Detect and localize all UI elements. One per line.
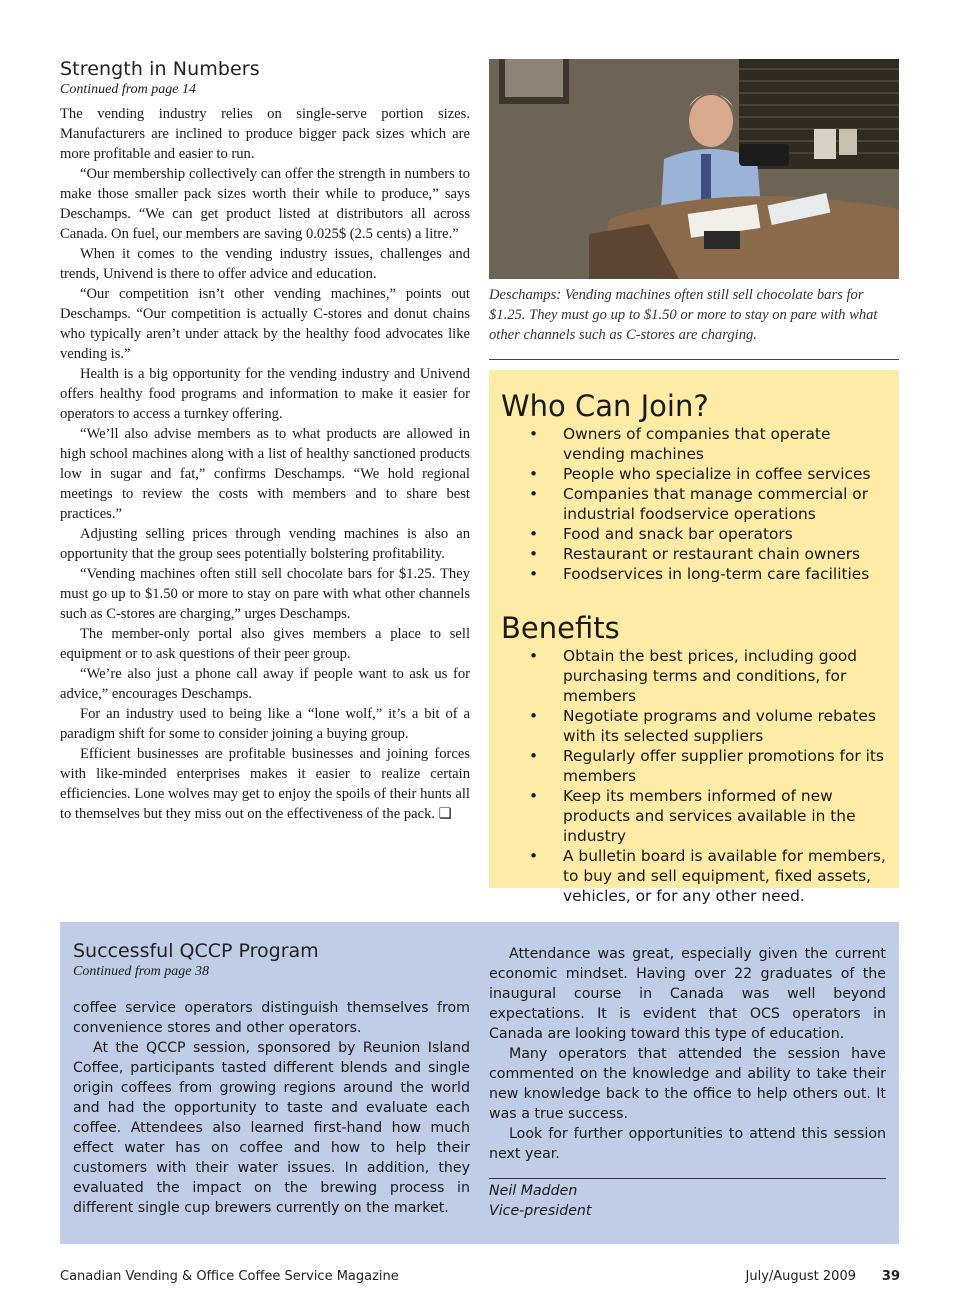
qccp-paragraph: Attendance was great, especially given the current economic mindset. Having over 22 graduates of the inaugural course in Canada was well beyond expectations. It is evident that OCS operators in Canada are looking toward this type of education. [489, 946, 886, 1042]
issue-date: July/August 2009 [745, 1269, 856, 1284]
bullet-icon: • [529, 647, 539, 665]
office-photo-illustration [489, 59, 899, 279]
continued-note: Continued from page 38 [73, 964, 209, 979]
qccp-paragraph: Many operators that attended the session have commented on the knowledge and ability to take their new knowledge back to the office to help others out. It was a true success. [489, 1046, 886, 1122]
article-paragraph: Efficient businesses are profitable businesses and joining forces with like-minded enterprises makes it easier to realize certain efficiencies. Lone wolves may get to enjoy the spoils of their hunts all to themselves but they miss out on the effectiveness of the pack. ❏ [60, 746, 470, 822]
article-paragraph: For an industry used to being like a “lone wolf,” it’s a bit of a paradigm shift for some to consider joining a buying group. [60, 706, 470, 742]
article-paragraph: Adjusting selling prices through vending machines is also an opportunity that the group sees potentially bolstering profitability. [60, 526, 470, 562]
bullet-icon: • [529, 565, 539, 583]
benefits-list [501, 646, 887, 906]
qccp-headline: Successful QCCP Program [73, 940, 319, 962]
who-can-join-box [489, 370, 899, 905]
list-item: • Obtain the best prices, including good purchasing terms and conditions, for members [529, 647, 858, 705]
bullet-icon: • [529, 847, 539, 865]
publication-name: Canadian Vending & Office Coffee Service Magazine [60, 1269, 399, 1284]
list-item: • A bulletin board is available for members, to buy and sell equipment, fixed assets, vehicles, or for any other need. [529, 847, 886, 905]
article-paragraph: “Vending machines often still sell chocolate bars for $1.25. They must go up to $1.50 or more to stay on pare with what other channels such as C-stores are charging,” urges Deschamps. [60, 566, 470, 622]
photo-caption: Deschamps: Vending machines often still sell chocolate bars for $1.25. They must go up to $1.50 or more to stay on pare with what other channels such as C-stores are charging. [489, 287, 878, 343]
article-paragraph: Health is a big opportunity for the vending industry and Univend offers healthy food programs and information to make it easier for operators to access a turnkey offering. [60, 366, 470, 422]
signature-name: Neil Madden [489, 1183, 578, 1199]
qccp-paragraph: coffee service operators distinguish themselves from convenience stores and other operators. [73, 1000, 470, 1036]
article-paragraph: “We’re also just a phone call away if people want to ask us for advice,” encourages Deschamps. [60, 666, 470, 702]
qccp-paragraph: At the QCCP session, sponsored by Reunion Island Coffee, participants tasted different blends and single origin coffees from growing regions around the world and had the opportunity to taste and evaluate each coffee. Attendees also learned first-hand how much effect water has on coffee and how to help their customers with their water issues. In addition, they evaluated the impact on the brewing process in different single cup brewers currently on the market. [73, 1040, 470, 1216]
bullet-icon: • [529, 747, 539, 765]
bullet-icon: • [529, 787, 539, 805]
list-item: • Owners of companies that operate vending machines [529, 425, 831, 463]
article-paragraph: The member-only portal also gives members a place to sell equipment or to ask questions of their peer group. [60, 626, 470, 662]
who-can-join-title: Who Can Join? [501, 389, 709, 423]
qccp-paragraph: Look for further opportunities to attend this session next year. [489, 1126, 886, 1162]
office-photo [489, 59, 899, 279]
list-item: • Food and snack bar operators [529, 525, 793, 543]
list-item: • Companies that manage commercial or industrial foodservice operations [529, 485, 869, 523]
qccp-article-box [60, 922, 899, 1244]
list-item: • Foodservices in long-term care facilities [529, 565, 870, 583]
bullet-icon: • [529, 545, 539, 563]
list-item: • Negotiate programs and volume rebates with its selected suppliers [529, 707, 876, 745]
article-headline: Strength in Numbers [60, 58, 260, 80]
strength-article [60, 58, 470, 824]
signature-title: Vice-president [489, 1203, 592, 1219]
list-item: • Restaurant or restaurant chain owners [529, 545, 861, 563]
article-paragraph: The vending industry relies on single-serve portion sizes. Manufacturers are inclined to produce bigger pack sizes which are more profitable and easier to run. [60, 106, 470, 162]
article-paragraph: “We’ll also advise members as to what products are allowed in high school machines along with a list of healthy sanctioned products low in sugar and fat,” confirms Deschamps. “We hold regional meetings to review the costs with members and to share best practices.” [60, 426, 470, 522]
bullet-icon: • [529, 465, 539, 483]
qccp-right-column [489, 944, 886, 1221]
page-number: 39 [881, 1269, 900, 1284]
bullet-icon: • [529, 525, 539, 543]
continued-note: Continued from page 14 [60, 82, 196, 97]
bullet-icon: • [529, 485, 539, 503]
list-item: • Regularly offer supplier promotions for its members [529, 747, 884, 785]
article-paragraph: When it comes to the vending industry issues, challenges and trends, Univend is there to offer advice and education. [60, 246, 470, 282]
bullet-icon: • [529, 425, 539, 443]
list-item: • People who specialize in coffee services [529, 465, 871, 483]
article-paragraph: “Our membership collectively can offer the strength in numbers to make those smaller pack sizes worth their while to produce,” says Deschamps. “We can get product listed at distributors all across Canada. On fuel, our members are saving 0.025$ (2.5 cents) a litre.” [60, 166, 470, 242]
divider [489, 359, 899, 360]
list-item: • Keep its members informed of new products and services available in the industry [529, 787, 856, 845]
bullet-icon: • [529, 707, 539, 725]
benefits-title: Benefits [501, 611, 620, 645]
qccp-left-column [73, 940, 470, 1218]
who-can-join-list [501, 424, 887, 584]
signature-divider [489, 1178, 886, 1179]
article-paragraph: “Our competition isn’t other vending machines,” points out Deschamps. “Our competition is actually C-stores and donut chains who typically aren’t under attack by the healthy food advocates like vending is.” [60, 286, 470, 362]
